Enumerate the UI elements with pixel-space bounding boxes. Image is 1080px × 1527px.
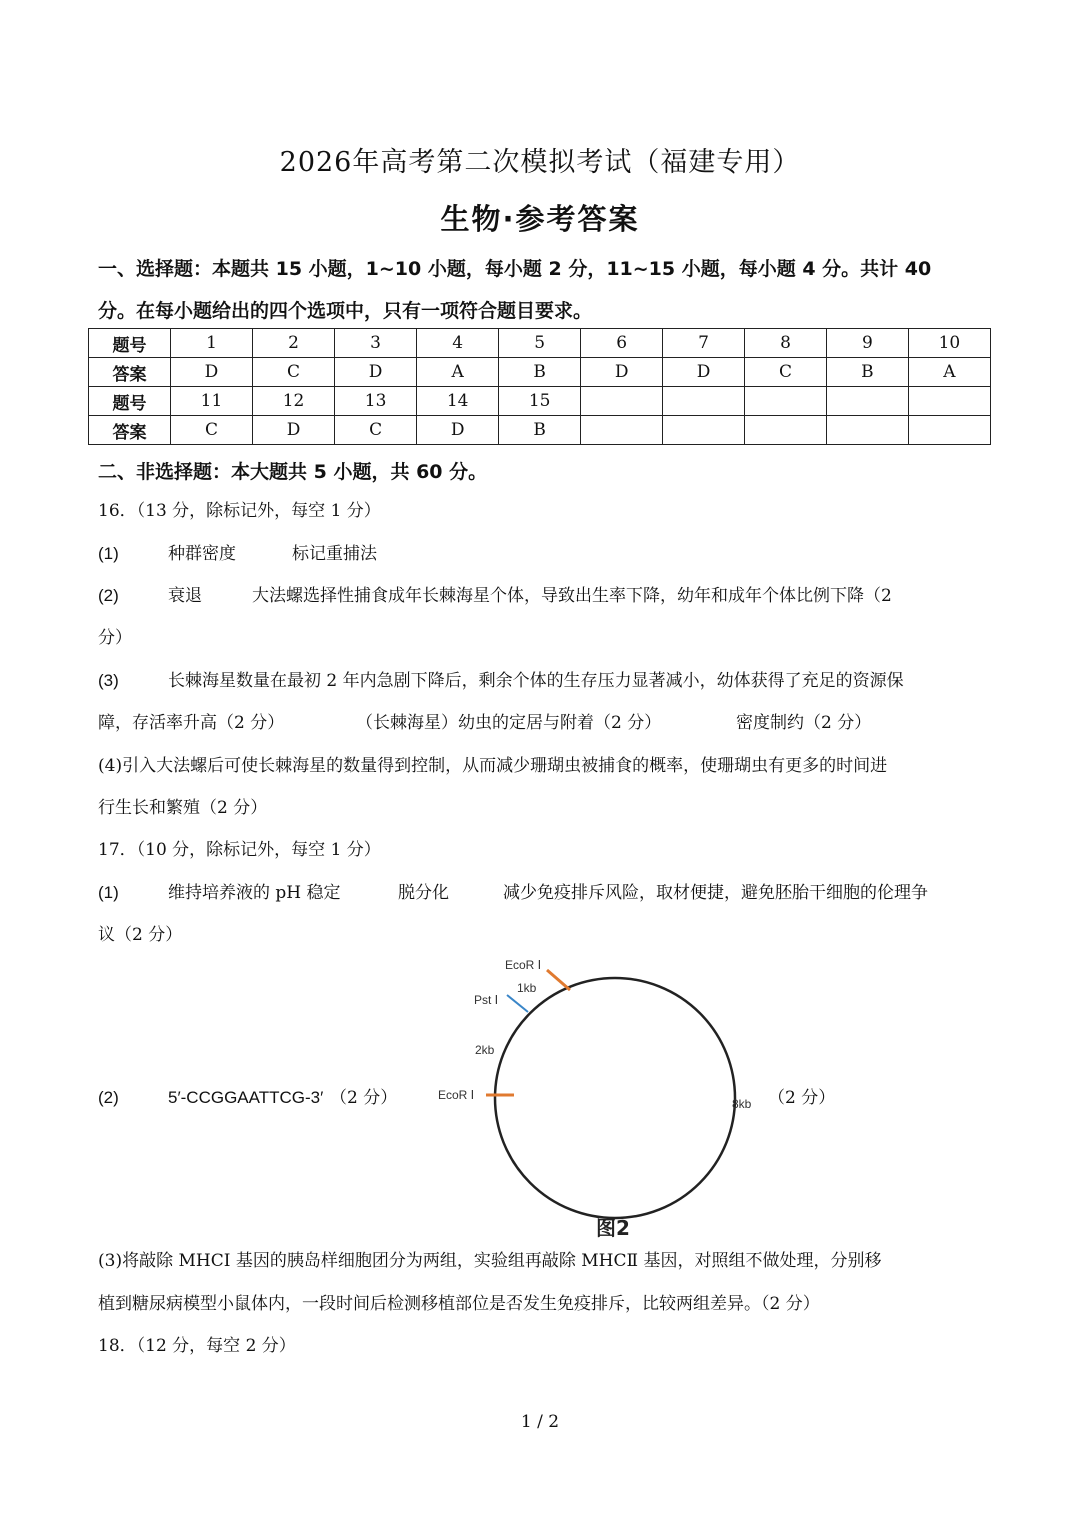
table-cell: 15: [499, 387, 581, 416]
table-cell: C: [745, 358, 827, 387]
table-cell: [663, 416, 745, 445]
table-cell: 7: [663, 329, 745, 358]
table-cell: [908, 416, 990, 445]
q18-header: 18．（12 分，每空 2 分）: [98, 1336, 296, 1356]
row-label: 题号: [89, 387, 171, 416]
answer-text: 长棘海星数量在最初 2 年内急剧下降后，剩余个体的生存压力显著减小，幼体获得了充足的资源保: [168, 671, 904, 691]
page-number: 1 / 2: [520, 1412, 560, 1432]
table-cell: C: [253, 358, 335, 387]
answer-text: 标记重捕法: [292, 544, 377, 564]
segment-2kb-label: 2kb: [475, 1043, 495, 1057]
answer-text: 障，存活率升高（2 分）: [98, 713, 285, 733]
answer-text: 衰退: [168, 586, 202, 606]
table-cell: A: [417, 358, 499, 387]
plasmid-circle: [495, 978, 735, 1218]
ecor1-left-label: EcoR Ⅰ: [438, 1088, 475, 1102]
part-number: (3): [98, 671, 119, 690]
segment-8kb-label: 8kb: [732, 1097, 752, 1111]
table-cell: 14: [417, 387, 499, 416]
answer-text: 密度制约（2 分）: [736, 713, 872, 733]
table-cell: 2: [253, 329, 335, 358]
ecor1-top-label: EcoR Ⅰ: [505, 958, 542, 972]
table-cell: 4: [417, 329, 499, 358]
table-cell: 3: [335, 329, 417, 358]
table-cell: B: [826, 358, 908, 387]
table-row: [89, 329, 991, 358]
q16-header: 16．（13 分，除标记外，每空 1 分）: [98, 501, 381, 521]
pst1-label: Pst Ⅰ: [474, 993, 499, 1007]
q16-part3: [98, 669, 998, 693]
q17-part3: (3)将敲除 MHCⅠ 基因的胰岛样细胞团分为两组，实验组再敲除 MHCⅡ 基因，对照组不做处理，分别移: [98, 1251, 882, 1271]
table-cell: D: [335, 358, 417, 387]
answer-text: 种群密度: [168, 544, 236, 564]
table-cell: [581, 387, 663, 416]
table-cell: 9: [826, 329, 908, 358]
table-cell: [826, 416, 908, 445]
part-number: (2): [98, 1088, 119, 1107]
q17-header: 17．（10 分，除标记外，每空 1 分）: [98, 840, 381, 860]
table-cell: B: [499, 416, 581, 445]
table-cell: B: [499, 358, 581, 387]
section1-line2: 分。在每小题给出的四个选项中，只有一项符合题目要求。: [98, 300, 593, 322]
q16-part2-cont: 分）: [98, 628, 132, 648]
page-title: 2026年高考第二次模拟考试（福建专用）: [279, 147, 801, 178]
q16-part2: [98, 584, 998, 608]
q16-part1: [98, 542, 998, 566]
q17-part3-cont: 植到糖尿病模型小鼠体内，一段时间后检测移植部位是否发生免疫排斥，比较两组差异。（2 分）: [98, 1294, 820, 1314]
table-cell: C: [335, 416, 417, 445]
figure-label: 图2: [596, 1216, 630, 1240]
table-cell: 13: [335, 387, 417, 416]
q16-part4-cont: 行生长和繁殖（2 分）: [98, 798, 268, 818]
page-subtitle: 生物·参考答案: [440, 202, 640, 236]
pst1-marker: [507, 995, 528, 1012]
answer-text: 减少免疫排斥风险，取材便捷，避免胚胎干细胞的伦理争: [503, 883, 928, 903]
table-cell: 5: [499, 329, 581, 358]
table-cell: [745, 387, 827, 416]
section2-heading: 二、非选择题：本大题共 5 小题，共 60 分。: [98, 461, 488, 483]
table-cell: D: [253, 416, 335, 445]
score-text: （2 分）: [768, 1088, 836, 1108]
q16-part3-cont: [98, 711, 998, 735]
answer-text: 维持培养液的 pH 稳定: [168, 883, 341, 903]
table-cell: A: [908, 358, 990, 387]
table-cell: 6: [581, 329, 663, 358]
row-label: 答案: [89, 416, 171, 445]
table-cell: 12: [253, 387, 335, 416]
answer-text: （长棘海星）幼虫的定居与附着（2 分）: [356, 713, 662, 733]
table-row: [89, 387, 991, 416]
table-cell: D: [170, 358, 252, 387]
table-cell: 10: [908, 329, 990, 358]
answer-text: 脱分化: [398, 883, 449, 903]
q17-part1-cont: 议（2 分）: [98, 925, 183, 945]
row-label: 答案: [89, 358, 171, 387]
q17-part1: [98, 881, 998, 905]
score-text: （2 分）: [330, 1088, 398, 1108]
table-cell: [826, 387, 908, 416]
table-cell: [581, 416, 663, 445]
segment-1kb-label: 1kb: [517, 981, 537, 995]
table-row: [89, 358, 991, 387]
part-number: (2): [98, 586, 119, 605]
table-cell: 8: [745, 329, 827, 358]
answer-table: [88, 328, 991, 445]
table-cell: D: [581, 358, 663, 387]
row-label: 题号: [89, 329, 171, 358]
part-number: (1): [98, 883, 119, 902]
table-cell: 11: [170, 387, 252, 416]
sequence-text: 5′-CCGGAATTCG-3′: [168, 1088, 324, 1107]
q16-part4: (4)引入大法螺后可使长棘海星的数量得到控制，从而减少珊瑚虫被捕食的概率，使珊瑚虫有更多的时间进: [98, 756, 888, 776]
table-cell: D: [663, 358, 745, 387]
table-cell: [663, 387, 745, 416]
table-row: [89, 416, 991, 445]
table-cell: [745, 416, 827, 445]
plasmid-diagram: [430, 950, 770, 1245]
table-cell: D: [417, 416, 499, 445]
section1-line1: 一、选择题：本题共 15 小题，1~10 小题，每小题 2 分，11~15 小题，每小题 4 分。共计 40: [98, 258, 932, 280]
table-cell: 1: [170, 329, 252, 358]
table-cell: C: [170, 416, 252, 445]
table-cell: [908, 387, 990, 416]
part-number: (1): [98, 544, 119, 563]
answer-text: 大法螺选择性捕食成年长棘海星个体，导致出生率下降，幼年和成年个体比例下降（2: [252, 586, 892, 606]
ecor1-top-marker: [547, 970, 570, 990]
